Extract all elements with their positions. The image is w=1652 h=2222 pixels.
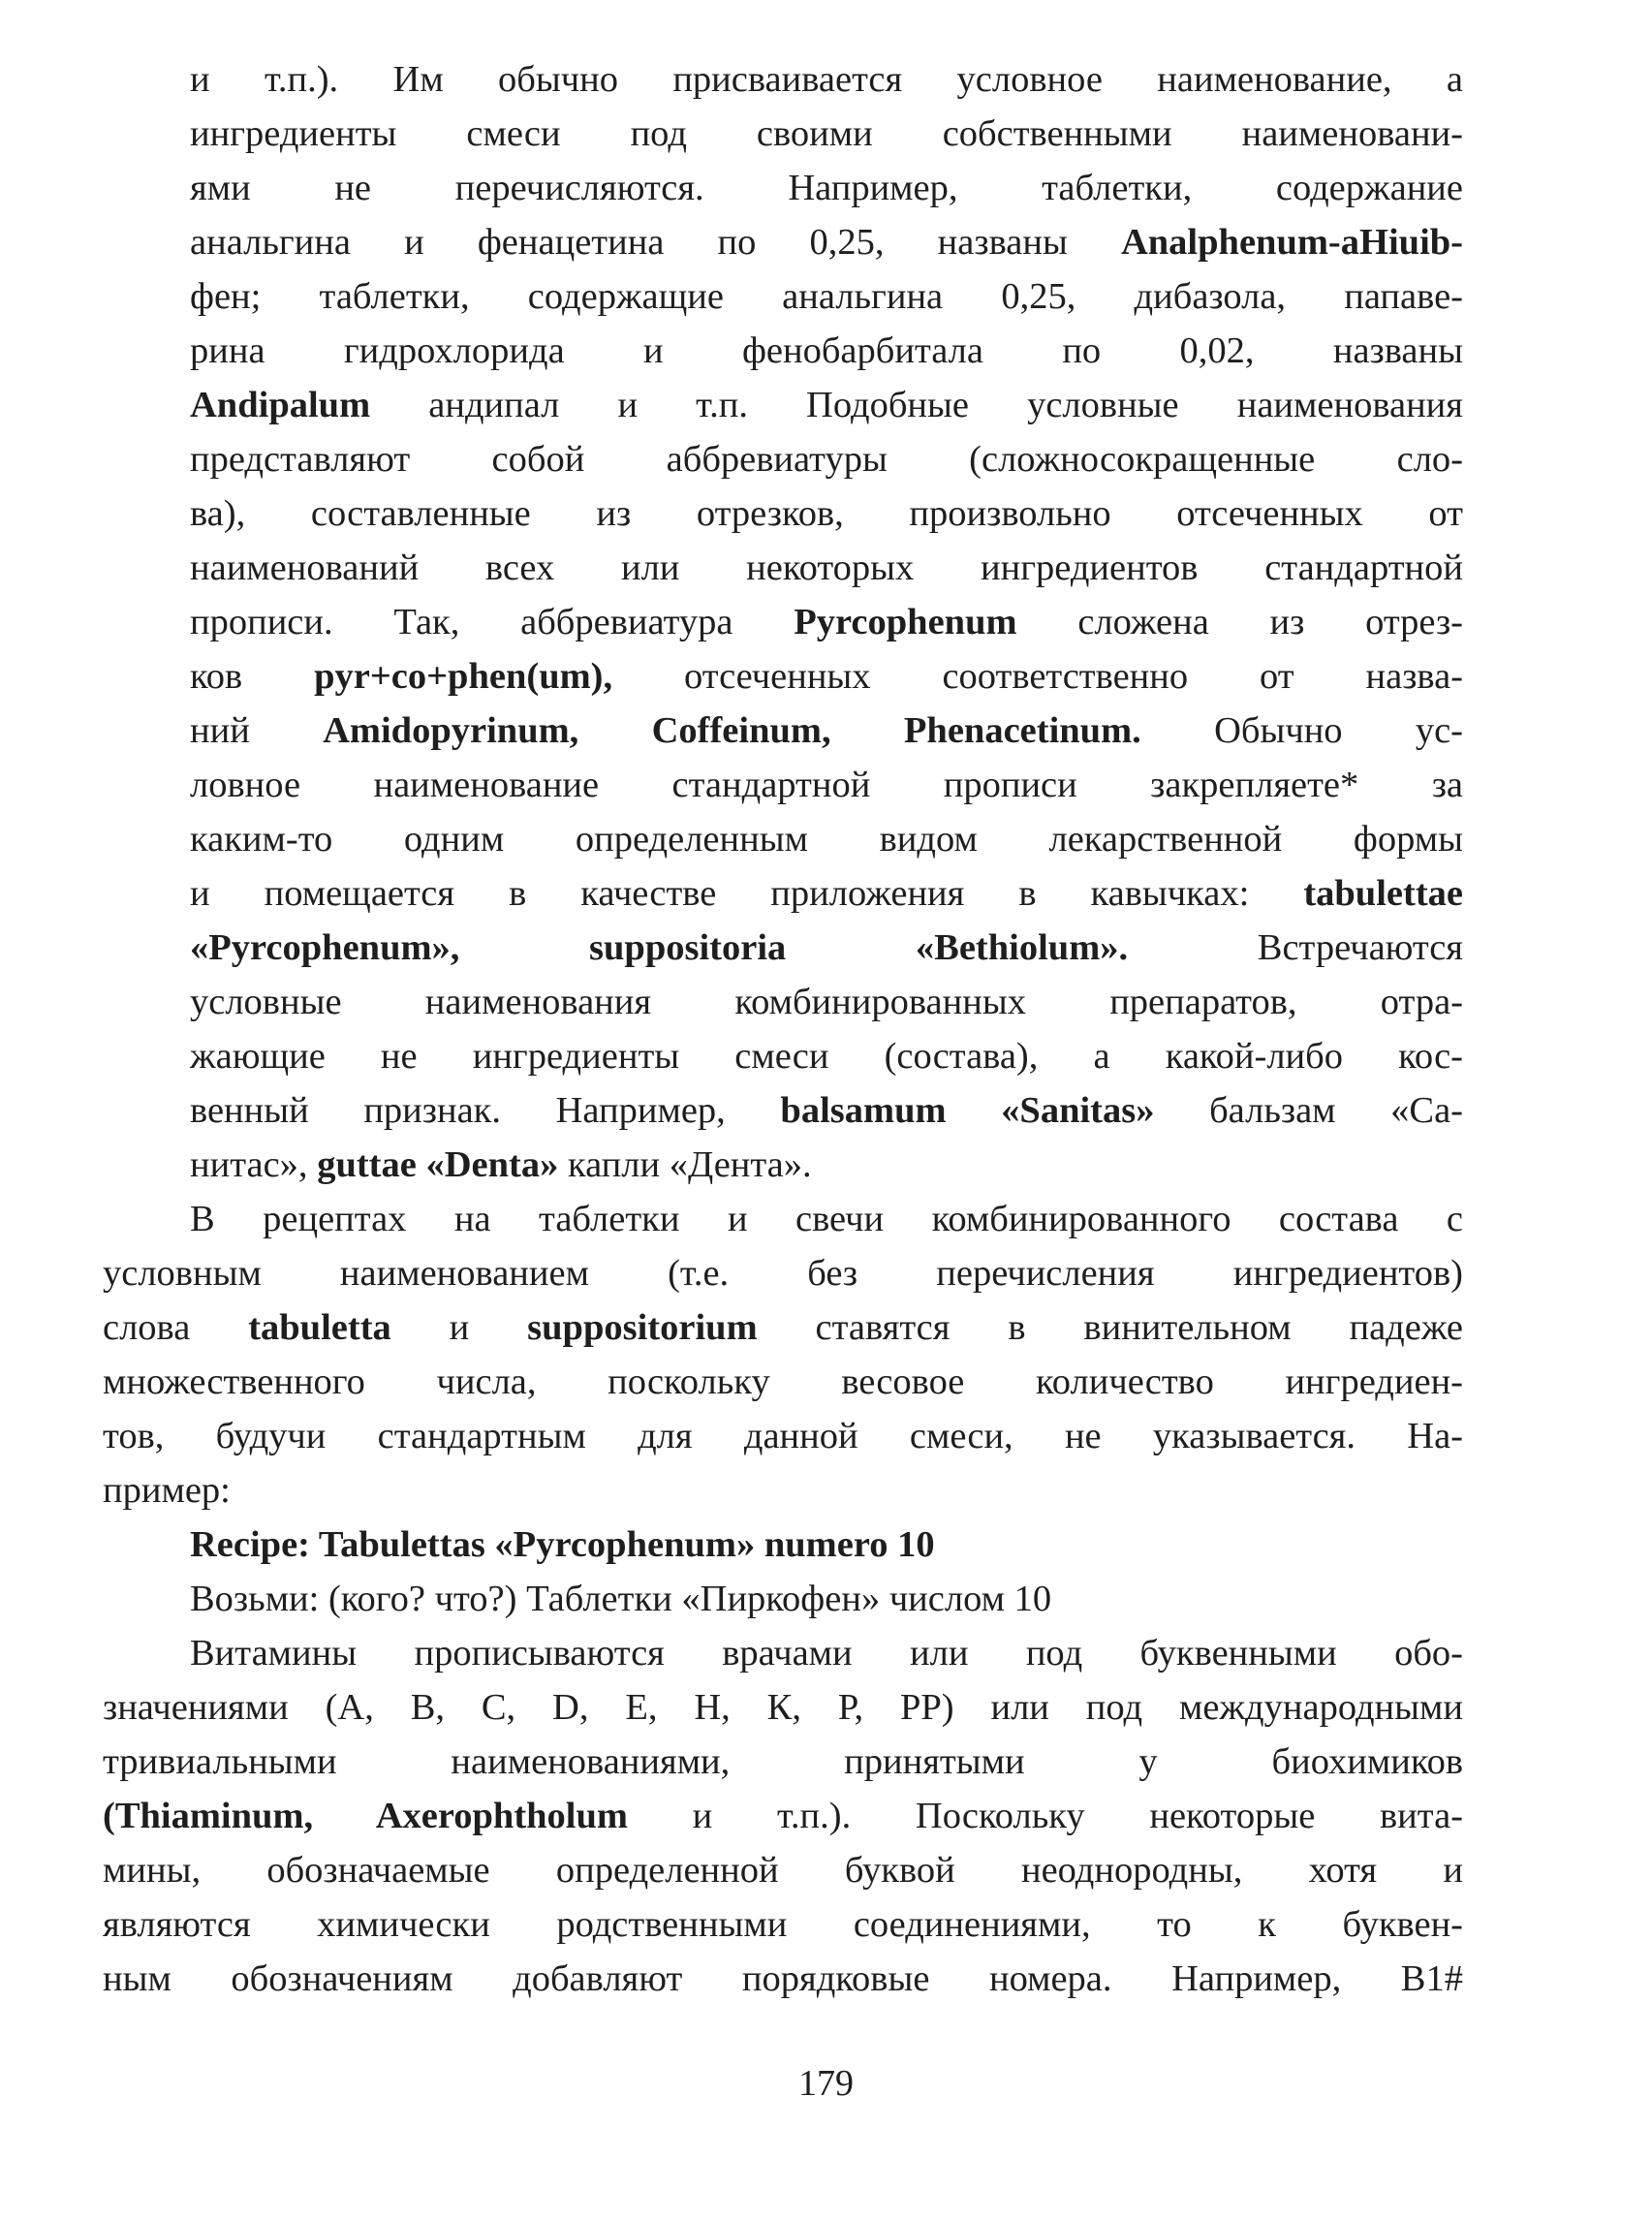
text-line xyxy=(190,324,1463,378)
text-line xyxy=(103,1409,1463,1463)
text-line xyxy=(190,649,1463,704)
text-run: ний xyxy=(190,710,324,751)
text-run: ва), составленные из отрезков, произвольно отсеченных от xyxy=(190,493,1463,534)
text-line xyxy=(190,107,1463,161)
text-line xyxy=(190,975,1463,1029)
bold-term: tabuletta xyxy=(248,1307,391,1348)
bold-term: Amidopyrinum, Coffeinum, Phenacetinum. xyxy=(323,710,1141,751)
text-run: прописи. Так, аббревиатура xyxy=(190,602,795,642)
text-line xyxy=(103,1300,1463,1355)
text-run: жающие не ингредиенты смеси (состава), а какой-либо кос- xyxy=(190,1036,1463,1077)
recipe-latin xyxy=(190,1518,1212,1572)
bold-term: «Pyrcophenum», suppositoria «Bethiolum». xyxy=(190,927,1129,968)
text-line xyxy=(103,1735,1463,1789)
text-run: Витамины прописываются врачами или под буквенными обо- xyxy=(190,1633,1463,1674)
text-line xyxy=(103,1843,1463,1897)
text-line xyxy=(103,1952,1463,2006)
text-run: рина гидрохлорида и фенобарбитала по 0,02, названы xyxy=(190,330,1463,371)
text-run: тривиальными наименованиями, принятыми у биохимиков xyxy=(103,1741,1463,1782)
bold-term: guttae «Denta» xyxy=(317,1144,559,1185)
text-line xyxy=(190,378,1463,432)
bold-term: pyr+co+phen(um), xyxy=(314,656,613,697)
text-line xyxy=(190,1192,1463,1246)
text-run: нитас», xyxy=(190,1144,318,1185)
text-run: являются химически родственными соединениями, то к буквен- xyxy=(103,1904,1463,1945)
text-run: ков xyxy=(190,656,315,697)
text-run: андипал и т.п. Подобные условные наименования xyxy=(370,385,1463,425)
text-run: ями не перечисляются. Например, таблетки, содержание xyxy=(190,168,1463,208)
bold-term: Analphenum-aHiuib- xyxy=(1120,222,1463,263)
text-line xyxy=(190,52,1463,107)
text-run: и т.п.). Им обычно присваивается условное наименование, а xyxy=(190,59,1463,100)
text-line xyxy=(190,921,1463,975)
text-run: условные наименования комбинированных препаратов, отра- xyxy=(190,982,1463,1022)
text-line xyxy=(190,1138,1463,1192)
text-run: Обычно ус- xyxy=(1140,710,1463,751)
text-line xyxy=(103,1246,1463,1300)
text-run: наименований всех или некоторых ингредиентов стандартной xyxy=(190,548,1463,588)
text-run: капли «Дента». xyxy=(558,1144,812,1185)
text-run: множественного числа, поскольку весовое количество ингредиен- xyxy=(103,1361,1463,1402)
text-line xyxy=(190,269,1463,324)
text-run: анальгина и фенацетина по 0,25, названы xyxy=(190,222,1121,263)
text-run: В рецептах на таблетки и свечи комбинированного состава с xyxy=(190,1199,1463,1239)
text-run: и xyxy=(390,1307,528,1348)
text-run: венный признак. Например, xyxy=(190,1090,781,1131)
bold-term: balsamum «Sanitas» xyxy=(780,1090,1155,1131)
text-line xyxy=(190,1083,1463,1138)
text-run: ставятся в винительном падеже xyxy=(757,1307,1464,1348)
bold-term: suppositorium xyxy=(527,1307,758,1348)
text-run: каким-то одним определенным видом лекарственной формы xyxy=(190,819,1463,860)
text-line xyxy=(190,758,1463,812)
text-line xyxy=(190,704,1463,758)
text-run: значениями (А, В, С, D, Е, Н, К, Р, РР) или под международными xyxy=(103,1687,1463,1728)
text-run: слова xyxy=(103,1307,249,1348)
text-run: мины, обозначаемые определенной буквой неоднородны, хотя и xyxy=(103,1850,1463,1891)
text-run: фен; таблетки, содержащие анальгина 0,25, дибазола, папаве- xyxy=(190,276,1463,317)
page-number: 179 xyxy=(798,2063,854,2104)
bold-term: Pyrcophenum xyxy=(794,602,1017,642)
text-run: ным обозначениям добавляют порядковые номера. Например, В1# xyxy=(103,1958,1463,1999)
text-run: бальзам «Са- xyxy=(1154,1090,1463,1131)
text-run: пример: xyxy=(103,1470,231,1511)
text-line xyxy=(190,541,1463,595)
text-run: ингредиенты смеси под своими собственными наименовани- xyxy=(190,113,1463,154)
text-line xyxy=(190,215,1463,269)
text-run: условным наименованием (т.е. без перечисления ингредиентов) xyxy=(103,1253,1463,1294)
text-run: представляют собой аббревиатуры (сложносокращенные сло- xyxy=(190,439,1463,480)
text-run: отсеченных соответственно от назва- xyxy=(612,656,1463,697)
text-line xyxy=(190,1029,1463,1083)
text-line xyxy=(190,486,1463,541)
text-run: ловное наименование стандартной прописи закрепляете* за xyxy=(190,765,1463,805)
text-run: тов, будучи стандартным для данной смеси, не указывается. На- xyxy=(103,1416,1463,1456)
recipe-translation xyxy=(190,1572,1212,1626)
text-line xyxy=(103,1897,1463,1952)
text-line xyxy=(103,1463,1463,1518)
text-line xyxy=(103,1680,1463,1735)
bold-term: tabulettae xyxy=(1303,873,1463,914)
text-run: и т.п.). Поскольку некоторые вита- xyxy=(627,1796,1463,1836)
text-run: сложена из отрез- xyxy=(1016,602,1463,642)
text-line xyxy=(190,866,1463,921)
text-line xyxy=(103,1355,1463,1409)
text-line xyxy=(190,161,1463,215)
text-line xyxy=(103,1789,1463,1843)
bold-term: Recipe: Tabulettas «Pyrcophenum» numero 10 xyxy=(190,1524,935,1565)
text-line xyxy=(190,595,1463,649)
text-run: Возьми: (кого? что?) Таблетки «Пиркофен» числом 10 xyxy=(190,1579,1052,1619)
text-line xyxy=(190,812,1463,866)
text-run: и помещается в качестве приложения в кавычках: xyxy=(190,873,1304,914)
text-line xyxy=(190,432,1463,486)
text-run: Встречаются xyxy=(1128,927,1463,968)
text-line xyxy=(190,1626,1463,1680)
bold-term: Andipalum xyxy=(190,385,371,425)
bold-term: (Thiaminum, Axerophtholum xyxy=(103,1796,628,1836)
